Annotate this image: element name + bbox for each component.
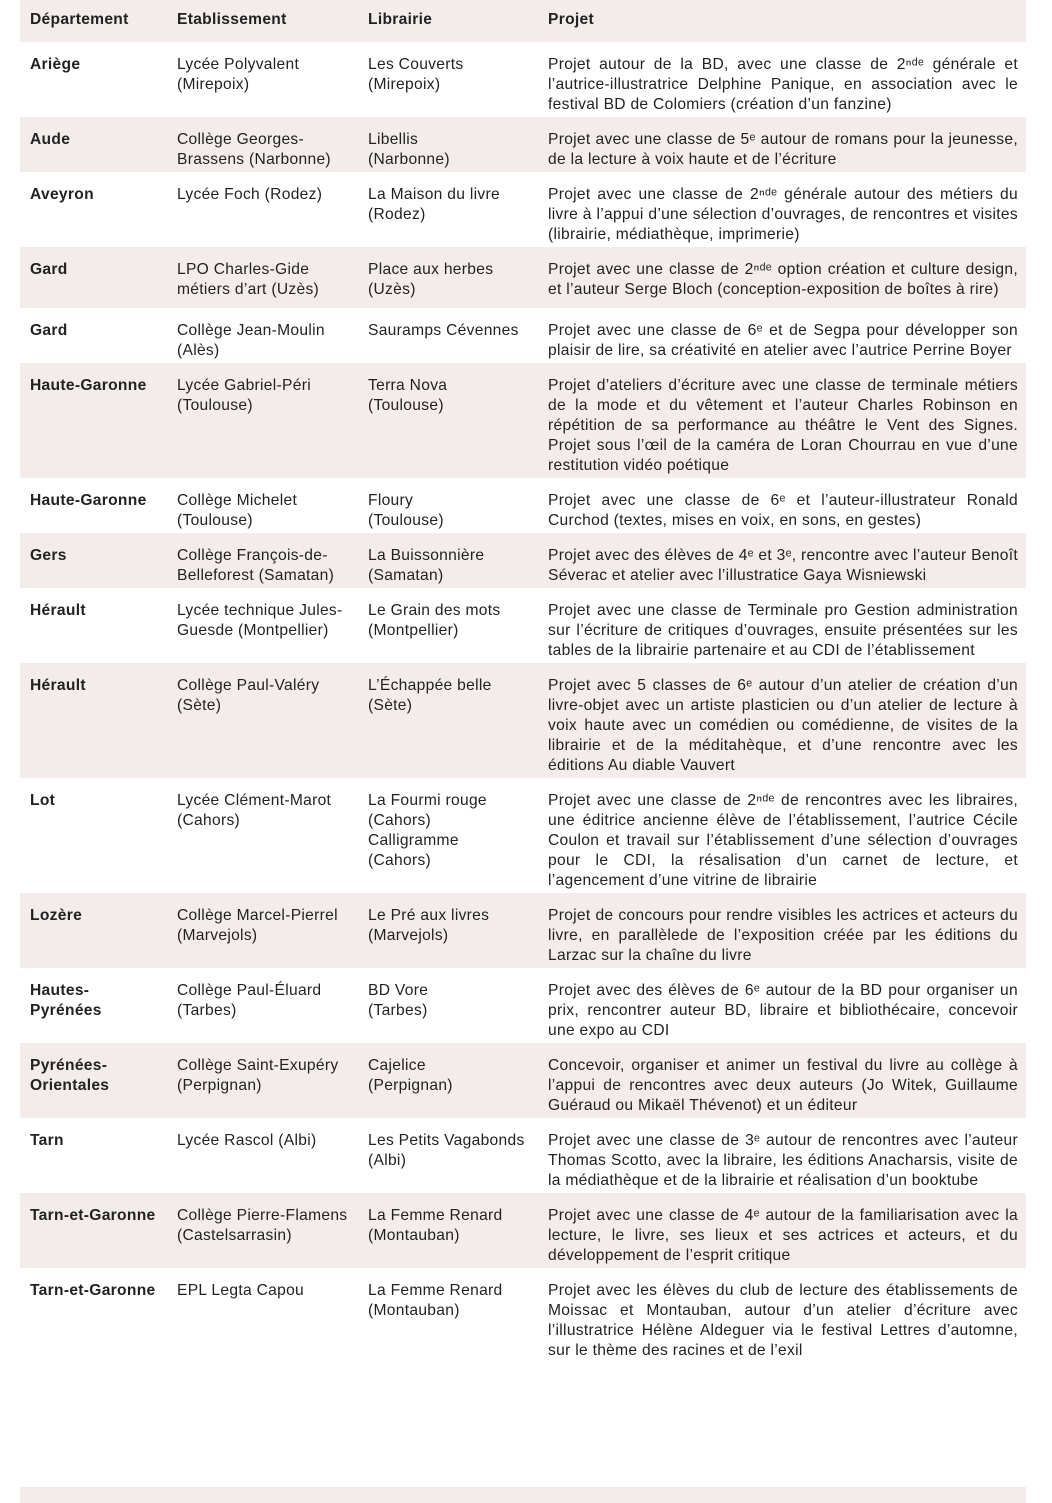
cell-librairie: [358, 533, 538, 588]
cell-departement: Haute-Garonne: [30, 377, 147, 394]
table-row: [20, 478, 1026, 533]
librairie-line: (Rodez): [368, 206, 426, 223]
cell-etablissement: Lycée Rascol (Albi): [177, 1132, 317, 1149]
header-departement: Département: [30, 11, 129, 28]
librairie-line: Le Grain des mots: [368, 602, 501, 619]
cell-departement: Hérault: [30, 602, 86, 619]
cell-etablissement: Lycée Polyvalent (Mirepoix): [177, 56, 300, 93]
librairie-line: (Cahors): [368, 852, 432, 869]
cell-etablissement: Collège Paul-Éluard (Tarbes): [177, 982, 322, 1019]
cell-etablissement: Collège Pierre-Flamens (Castelsarrasin): [177, 1207, 348, 1244]
table-row: [20, 308, 1026, 363]
librairie-line: Sauramps Cévennes: [368, 322, 519, 339]
table-row: [20, 172, 1026, 247]
cell-projet: Projet avec une classe de 5ᵉ autour de romans pour la jeunesse, de la lecture à voix haute et de l’écriture: [548, 131, 1018, 168]
cell-librairie: [358, 247, 538, 308]
cell-departement: Tarn: [30, 1132, 64, 1149]
cell-departement: Lozère: [30, 907, 83, 924]
cell-projet: Projet avec 5 classes de 6ᵉ autour d’un atelier de création d’un livre-objet avec un artiste plasticien ou d’un atelier de lecture à voix haute avec un comédien ou comédienne, de visites de la librairie et de la méditahèque, et d’une rencontre avec les éditions Au diable Vauvert: [548, 677, 1018, 774]
librairie-line: (Toulouse): [368, 512, 444, 529]
table-row: [20, 893, 1026, 968]
librairie-line: BD Vore: [368, 982, 429, 999]
librairie-line: Terra Nova: [368, 377, 448, 394]
table-row: [20, 1118, 1026, 1193]
header-librairie: Librairie: [368, 11, 433, 28]
cell-etablissement: Lycée technique Jules-Guesde (Montpellier): [177, 602, 343, 639]
cell-departement: Hérault: [30, 677, 86, 694]
cell-projet: Projet avec une classe de Terminale pro Gestion administration sur l’écriture de critiques d’ouvrages, ensuite présentées sur les tables de la librairie partenaire et au CDI de l’établissement: [548, 602, 1018, 659]
cell-librairie: [358, 42, 538, 117]
cell-projet: Concevoir, organiser et animer un festival du livre au collège à l’appui de rencontres avec deux auteurs (Jo Witek, Guillaume Guéraud ou Mikaël Thévenot) et un éditeur: [548, 1057, 1018, 1114]
librairie-line: (Mirepoix): [368, 76, 441, 93]
table-row: [20, 247, 1026, 308]
cell-departement: Aude: [30, 131, 71, 148]
librairie-line: (Albi): [368, 1152, 407, 1169]
librairie-line: (Montauban): [368, 1302, 460, 1319]
cell-projet: Projet d’ateliers d’écriture avec une classe de terminale métiers de la mode et du vêtement et l’auteur Charles Robinson en répétition de sa performance au théâtre le Vent des Signes. Projet sous l’œil de la caméra de Loran Chourrau en vue d’une restitution vidéo poétique: [548, 377, 1018, 474]
librairie-line: (Sète): [368, 697, 413, 714]
cell-projet: Projet avec une classe de 2ⁿᵈᵉ de rencontres avec les libraires, une éditrice ancienne élève de l’établissement, l’autrice Cécile Coulon et travail sur l’établissement d’une sélection d’ouvrages pour le CDI, la résalisation d’un carnet de lecture, et l’agencement d’une vitrine de librairie: [548, 792, 1018, 889]
librairie-line: (Perpignan): [368, 1077, 453, 1094]
cell-etablissement: Collège Paul-Valéry (Sète): [177, 677, 320, 714]
cell-departement: Tarn-et-Garonne: [30, 1282, 156, 1299]
cell-etablissement: Collège François-de-Belleforest (Samatan): [177, 547, 335, 584]
cell-projet: Projet avec une classe de 6ᵉ et de Segpa pour développer son plaisir de lire, sa créativité en atelier avec l’autrice Perrine Boyer: [548, 322, 1018, 359]
cell-departement: Haute-Garonne: [30, 492, 147, 509]
cell-departement: Gard: [30, 322, 68, 339]
cell-etablissement: Collège Michelet (Toulouse): [177, 492, 298, 529]
cell-etablissement: Lycée Gabriel-Péri (Toulouse): [177, 377, 311, 414]
cell-departement: Tarn-et-Garonne: [30, 1207, 156, 1224]
cell-departement: Lot: [30, 792, 56, 809]
librairie-line: Les Couverts: [368, 56, 464, 73]
cell-etablissement: LPO Charles-Gide métiers d’art (Uzès): [177, 261, 320, 298]
cell-departement: Gard: [30, 261, 68, 278]
librairie-line: (Montauban): [368, 1227, 460, 1244]
librairie-line: La Buissonnière: [368, 547, 485, 564]
cell-etablissement: Lycée Foch (Rodez): [177, 186, 323, 203]
cell-librairie: [358, 363, 538, 478]
table-row: [20, 1268, 1026, 1363]
cell-librairie: [358, 1268, 538, 1363]
librairie-line: La Femme Renard: [368, 1282, 503, 1299]
librairie-line: Cajelice: [368, 1057, 426, 1074]
cell-librairie: [358, 478, 538, 533]
librairie-line: Les Petits Vagabonds: [368, 1132, 525, 1149]
cell-projet: Projet avec les élèves du club de lecture des établissements de Moissac et Montauban, autour d’un atelier d’écriture avec l’illustratrice Hélène Aldeguer via le festival Lettres d’automne, sur le thème des racines et de l’exil: [548, 1282, 1018, 1359]
cell-projet: Projet avec une classe de 2ⁿᵈᵉ générale autour des métiers du livre à l’appui d’une sélection d’ouvrages, de rencontres et visites (librairie, médiathèque, imprimerie): [548, 186, 1018, 243]
table-body: [20, 42, 1026, 1363]
cell-projet: Projet avec une classe de 3ᵉ autour de rencontres avec l’auteur Thomas Scotto, avec la libraire, les éditions Anacharsis, visite de la médiathèque et de la librairie et réalisation d’un booktube: [548, 1132, 1018, 1189]
cell-librairie: [358, 172, 538, 247]
table-row: [20, 42, 1026, 117]
cell-etablissement: EPL Legta Capou: [177, 1282, 305, 1299]
librairie-line: Calligramme: [368, 832, 459, 849]
cell-librairie: [358, 893, 538, 968]
librairie-line: (Toulouse): [368, 397, 444, 414]
header-projet: Projet: [548, 11, 594, 28]
cell-librairie: [358, 308, 538, 363]
cell-etablissement: Lycée Clément-Marot (Cahors): [177, 792, 332, 829]
cell-librairie: [358, 117, 538, 172]
librairie-line: Floury: [368, 492, 414, 509]
cell-librairie: [358, 663, 538, 778]
cell-projet: Projet avec des élèves de 4ᵉ et 3ᵉ, rencontre avec l’auteur Benoît Séverac et atelier avec l’illustratice Gaya Wisniewski: [548, 547, 1019, 584]
table-row: [20, 588, 1026, 663]
librairie-line: (Uzès): [368, 281, 416, 298]
table-row: [20, 778, 1026, 893]
librairie-line: (Cahors): [368, 812, 432, 829]
table-row: [20, 663, 1026, 778]
librairie-line: La Fourmi rouge: [368, 792, 487, 809]
cell-departement: Ariège: [30, 56, 81, 73]
librairie-line: Libellis: [368, 131, 419, 148]
header-row: [20, 0, 1026, 42]
table-row: [20, 1193, 1026, 1268]
cell-librairie: [358, 1193, 538, 1268]
table-header: [20, 0, 1026, 42]
cell-projet: Projet avec des élèves de 6ᵉ autour de la BD pour organiser un prix, rencontrer auteur BD, libraire et bibliothécaire, concevoir une expo au CDI: [548, 982, 1018, 1039]
cell-etablissement: Collège Georges-Brassens (Narbonne): [177, 131, 331, 168]
librairie-line: La Maison du livre: [368, 186, 500, 203]
table-row: [20, 968, 1026, 1043]
table-row: [20, 117, 1026, 172]
librairie-line: Place aux herbes: [368, 261, 494, 278]
cell-projet: Projet autour de la BD, avec une classe de 2ⁿᵈᵉ générale et l’autrice-illustratrice Delphine Panique, en association avec le festival BD de Colomiers (création d’un fanzine): [548, 56, 1018, 113]
cell-departement: Pyrénées-Orientales: [30, 1057, 110, 1094]
cell-etablissement: Collège Saint-Exupéry (Perpignan): [177, 1057, 339, 1094]
cell-librairie: [358, 1118, 538, 1193]
librairie-line: (Tarbes): [368, 1002, 428, 1019]
librairie-line: (Narbonne): [368, 151, 450, 168]
librairie-line: La Femme Renard: [368, 1207, 503, 1224]
table-row: [20, 363, 1026, 478]
cell-librairie: [358, 1043, 538, 1118]
cell-departement: Aveyron: [30, 186, 94, 203]
header-etablissement: Etablissement: [177, 11, 287, 28]
cell-projet: Projet avec une classe de 6ᵉ et l’auteur-illustrateur Ronald Curchod (textes, mises en voix, en sons, en gestes): [548, 492, 1018, 529]
cell-projet: Projet avec une classe de 2ⁿᵈᵉ option création et culture design, et l’auteur Serge Bloch (conception-exposition de boîtes à rire): [548, 261, 1018, 298]
cell-projet: Projet de concours pour rendre visibles les actrices et acteurs du livre, en parallèlede de l’exposition créée par les éditions du Larzac sur la chaîne du livre: [548, 907, 1018, 964]
cell-etablissement: Collège Marcel-Pierrel (Marvejols): [177, 907, 338, 944]
projects-table: [20, 0, 1026, 1363]
cell-librairie: [358, 588, 538, 663]
librairie-line: (Samatan): [368, 567, 444, 584]
table-row: [20, 1043, 1026, 1118]
librairie-line: Le Pré aux livres: [368, 907, 490, 924]
librairie-line: (Montpellier): [368, 622, 459, 639]
librairie-line: (Marvejols): [368, 927, 449, 944]
librairie-line: L’Échappée belle: [368, 677, 492, 694]
cell-librairie: [358, 968, 538, 1043]
table-row: [20, 533, 1026, 588]
cell-librairie: [358, 778, 538, 893]
cell-etablissement: Collège Jean-Moulin (Alès): [177, 322, 325, 359]
cell-departement: Hautes-Pyrénées: [30, 982, 102, 1019]
cell-departement: Gers: [30, 547, 67, 564]
bottom-band: [20, 1487, 1026, 1503]
cell-projet: Projet avec une classe de 4ᵉ autour de la familiarisation avec la lecture, le livre, ses lieux et ses actrices et acteurs, et du développement de l’esprit critique: [548, 1207, 1018, 1264]
